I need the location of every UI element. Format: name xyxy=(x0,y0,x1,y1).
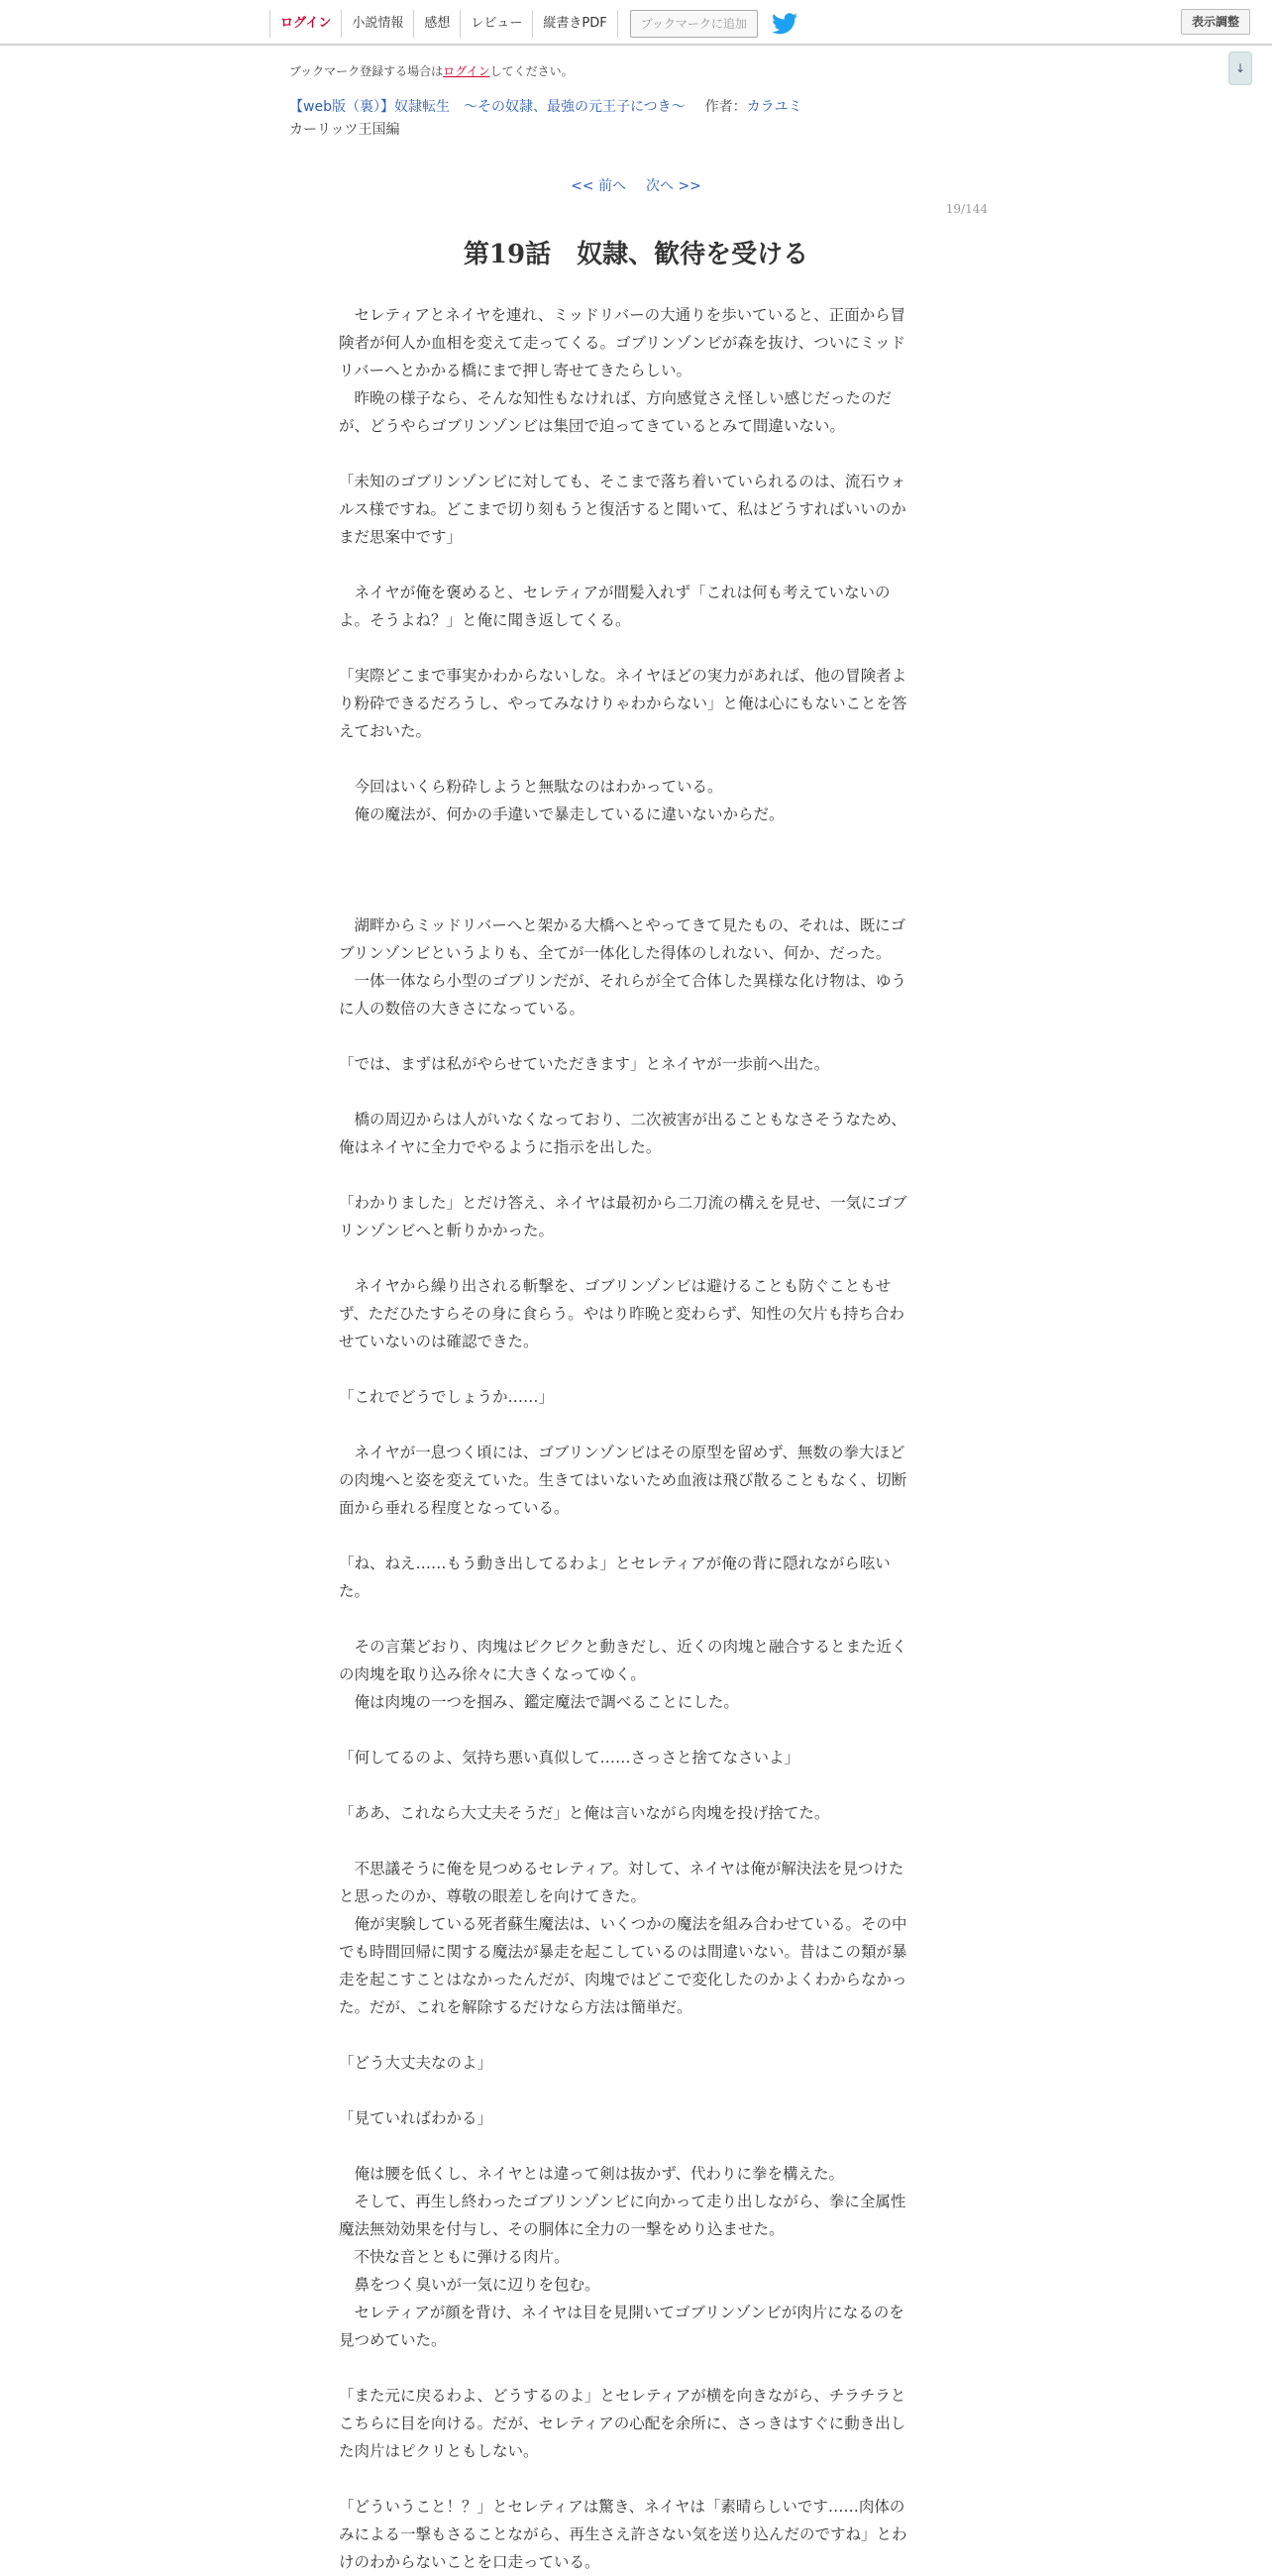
body-line xyxy=(339,884,933,912)
body-line: 「どう大丈夫なのよ」 xyxy=(339,2054,493,2072)
pager xyxy=(0,175,1272,195)
body-line: 見つめていた。 xyxy=(339,2331,447,2349)
body-line xyxy=(339,1522,933,1550)
author-link[interactable]: カラユミ xyxy=(746,99,802,115)
body-line: セレティアとネイヤを連れ、ミッドリバーの大通りを歩いていると、正面から冒 xyxy=(339,306,906,324)
body-line xyxy=(339,828,933,856)
body-line xyxy=(339,1771,933,1799)
body-line: 俺は腰を低くし、ネイヤとは違って剣は抜かず、代わりに拳を構えた。 xyxy=(339,2165,844,2183)
body-line: 俺が実験している死者蘇生魔法は、いくつかの魔法を組み合わせている。その中 xyxy=(339,1915,907,1933)
body-line xyxy=(339,1161,933,1189)
body-line: けのわからないことを口走っている。 xyxy=(339,2553,600,2571)
display-settings-button[interactable]: 表示調整 xyxy=(1181,9,1250,35)
body-line xyxy=(339,1355,933,1383)
body-line: 俺は肉塊の一つを掴み、鑑定魔法で調べることにした。 xyxy=(339,1693,739,1711)
body-line: と思ったのか、尊敬の眼差しを向けてきた。 xyxy=(339,1887,647,1905)
body-line: リバーへとかかる橋にまで押し寄せてきたらしい。 xyxy=(339,362,692,379)
body-line: でも時間回帰に関する魔法が暴走を起こしているのは間違いない。昔はこの類が暴 xyxy=(339,1943,907,1961)
main-nav xyxy=(269,9,797,39)
body-line xyxy=(339,2077,933,2104)
body-line xyxy=(339,1411,933,1439)
login-link[interactable]: ログイン xyxy=(269,10,341,38)
add-bookmark-button[interactable]: ブックマークに追加 xyxy=(630,10,758,38)
body-line: そして、再生し終わったゴブリンゾンビに向かって走り出しながら、拳に全属性 xyxy=(339,2193,906,2210)
body-line xyxy=(339,2132,933,2160)
bookmark-login-note xyxy=(289,62,574,79)
body-line: 昨晩の様子なら、そんな知性もなければ、方向感覚さえ怪しい感じだったのだ xyxy=(339,389,893,407)
body-line xyxy=(339,2021,933,2049)
body-line: た肉片はピクリともしない。 xyxy=(339,2442,539,2460)
body-line: まだ思案中です」 xyxy=(339,528,463,546)
body-line: 今回はいくら粉砕しようと無駄なのはわかっている。 xyxy=(339,778,723,796)
body-line: が、どうやらゴブリンゾンビは集団で迫ってきているとみて間違いない。 xyxy=(339,417,845,435)
novel-body xyxy=(339,301,933,2576)
body-line: 不快な音とともに弾ける肉片。 xyxy=(339,2248,570,2266)
body-line: えておいた。 xyxy=(339,722,432,740)
body-line xyxy=(339,1244,933,1272)
body-line: 鼻をつく臭いが一気に辺りを包む。 xyxy=(339,2276,600,2294)
body-line: 俺はネイヤに全力でやるように指示を出した。 xyxy=(339,1138,662,1156)
prev-page-link[interactable]: << 前へ xyxy=(571,178,626,194)
body-line xyxy=(339,1078,933,1106)
body-line: 不思議そうに俺を見つめるセレティア。対して、ネイヤは俺が解決法を見つけた xyxy=(339,1860,904,1878)
body-line: ルス様ですね。どこまで切り刻もうと復活すると聞いて、私はどうすればいいのか xyxy=(339,500,906,518)
body-line: ブリンゾンビというよりも、全てが一体化した得体のしれない、何か、だった。 xyxy=(339,944,892,962)
bookmark-note-login-link[interactable]: ログイン xyxy=(443,64,490,78)
body-line: せていないのは確認できた。 xyxy=(339,1333,539,1350)
body-line: た。だが、これを解除するだけなら方法は簡単だ。 xyxy=(339,1998,692,2016)
body-line xyxy=(339,1022,933,1050)
body-line: 「ね、ねえ……もう動き出してるわよ」とセレティアが俺の背に隠れながら呟い xyxy=(339,1555,891,1572)
body-line: 「また元に戻るわよ、どうするのよ」とセレティアが横を向きながら、チラチラと xyxy=(339,2387,906,2405)
body-line: 魔法無効効果を付与し、その胴体に全力の一撃をめり込ませた。 xyxy=(339,2220,785,2238)
body-line xyxy=(339,551,933,579)
body-line: 橋の周辺からは人がいなくなっており、二次被害が出ることもなさそうなため、 xyxy=(339,1111,906,1128)
body-line: 「未知のゴブリンゾンビに対しても、そこまで落ち着いていられるのは、流石ウォ xyxy=(339,473,906,490)
series-info xyxy=(289,96,802,116)
body-line: た。 xyxy=(339,1582,371,1600)
chapter-group-title: カーリッツ王国編 xyxy=(289,122,400,138)
body-line: 面から垂れる程度となっている。 xyxy=(339,1499,570,1517)
body-line: ネイヤから繰り出される斬撃を、ゴブリンゾンビは避けることも防ぐこともせ xyxy=(339,1277,892,1295)
vertical-pdf-link[interactable]: 縦書きPDF xyxy=(532,10,617,38)
body-line: ネイヤが俺を褒めると、セレティアが間髪入れず「これは何も考えていないの xyxy=(339,584,891,601)
body-line: 走を起こすことはなかったんだが、肉塊ではどこで変化したのかよくわからなかっ xyxy=(339,1971,907,1988)
impressions-link[interactable]: 感想 xyxy=(413,10,460,38)
body-line: ず、ただひたすらその身に食らう。やはり昨晩と変わらず、知性の欠片も持ち合わ xyxy=(339,1305,905,1323)
body-line: 「何してるのよ、気持ち悪い真似して……さっさと捨てなさいよ」 xyxy=(339,1749,800,1767)
body-line: 湖畔からミッドリバーへと架かる大橋へとやってきて見たもの、それは、既にゴ xyxy=(339,916,906,934)
body-line: の肉塊を取り込み徐々に大きくなってゆく。 xyxy=(339,1665,646,1683)
body-line: 「これでどうでしょうか……」 xyxy=(339,1388,555,1406)
body-line: 「実際どこまで事実かわからないしな。ネイヤほどの実力があれば、他の冒険者よ xyxy=(339,667,907,685)
body-line: みによる一撃もさることながら、再生さえ許さない気を送り込んだのですね」とわ xyxy=(339,2525,907,2543)
body-line: 「ああ、これなら大丈夫そうだ」と俺は言いながら肉塊を投げ捨てた。 xyxy=(339,1804,830,1822)
body-line xyxy=(339,856,933,884)
body-line: こちらに目を向ける。だが、セレティアの心配を余所に、さっきはすぐに動き出し xyxy=(339,2415,906,2432)
body-line: り粉砕できるだろうし、やってみなけりゃわからない」と俺は心にもないことを答 xyxy=(339,695,907,712)
bookmark-note-text-end: してください。 xyxy=(489,64,574,78)
body-line xyxy=(339,1716,933,1744)
body-line xyxy=(339,634,933,662)
body-line: 「では、まずは私がやらせていただきます」とネイヤが一歩前へ出た。 xyxy=(339,1055,830,1073)
next-page-link[interactable]: 次へ >> xyxy=(646,178,701,194)
body-line: よ。そうよね？」と俺に聞き返してくる。 xyxy=(339,611,631,629)
review-link[interactable]: レビュー xyxy=(460,10,532,38)
page-count: 19/144 xyxy=(945,202,988,216)
body-line xyxy=(339,745,933,773)
body-line: 「わかりました」とだけ答え、ネイヤは最初から二刀流の構えを見せ、一気にゴブ xyxy=(339,1194,907,1212)
body-line xyxy=(339,2354,933,2382)
body-line: リンゾンビへと斬りかかった。 xyxy=(339,1222,555,1239)
body-line: セレティアが顔を背け、ネイヤは目を見開いてゴブリンゾンビが肉片になるのを xyxy=(339,2304,904,2321)
body-line xyxy=(339,1827,933,1855)
top-navigation-bar xyxy=(0,0,1272,46)
body-line: ネイヤが一息つく頃には、ゴブリンゾンビはその原型を留めず、無数の拳大ほど xyxy=(339,1444,905,1461)
episode-title: 第19話 奴隷、歓待を受ける xyxy=(463,240,809,269)
body-line: 一体一体なら小型のゴブリンだが、それらが全て合体した異様な化け物は、ゆう xyxy=(339,972,906,990)
bookmark-note-text: ブックマーク登録する場合は xyxy=(289,64,444,78)
body-line: 険者が何人か血相を変えて走ってくる。ゴブリンゾンビが森を抜け、ついにミッド xyxy=(339,334,905,352)
author-label: 作者： xyxy=(704,99,747,115)
body-line xyxy=(339,1605,933,1633)
body-line xyxy=(339,440,933,468)
body-line: その言葉どおり、肉塊はピクピクと動きだし、近くの肉塊と融合するとまた近く xyxy=(339,1638,907,1656)
novel-info-link[interactable]: 小説情報 xyxy=(341,10,413,38)
twitter-bird-icon[interactable] xyxy=(772,13,797,35)
body-line: に人の数倍の大きさになっている。 xyxy=(339,1000,585,1018)
down-arrow-icon[interactable]: ↓ xyxy=(1228,52,1252,85)
body-line: 「どういうこと！？」とセレティアは驚き、ネイヤは「素晴らしいです……肉体の xyxy=(339,2498,905,2516)
body-line: 俺の魔法が、何かの手違いで暴走しているに違いないからだ。 xyxy=(339,805,785,823)
body-line xyxy=(339,2465,933,2493)
series-title-link[interactable]: 【web版（裏）】奴隷転生 ～その奴隷、最強の元王子につき～ xyxy=(289,99,686,115)
body-line: 「見ていればわかる」 xyxy=(339,2109,493,2127)
body-line: の肉塊へと姿を変えていた。生きてはいないため血液は飛び散ることもなく、切断 xyxy=(339,1471,907,1489)
